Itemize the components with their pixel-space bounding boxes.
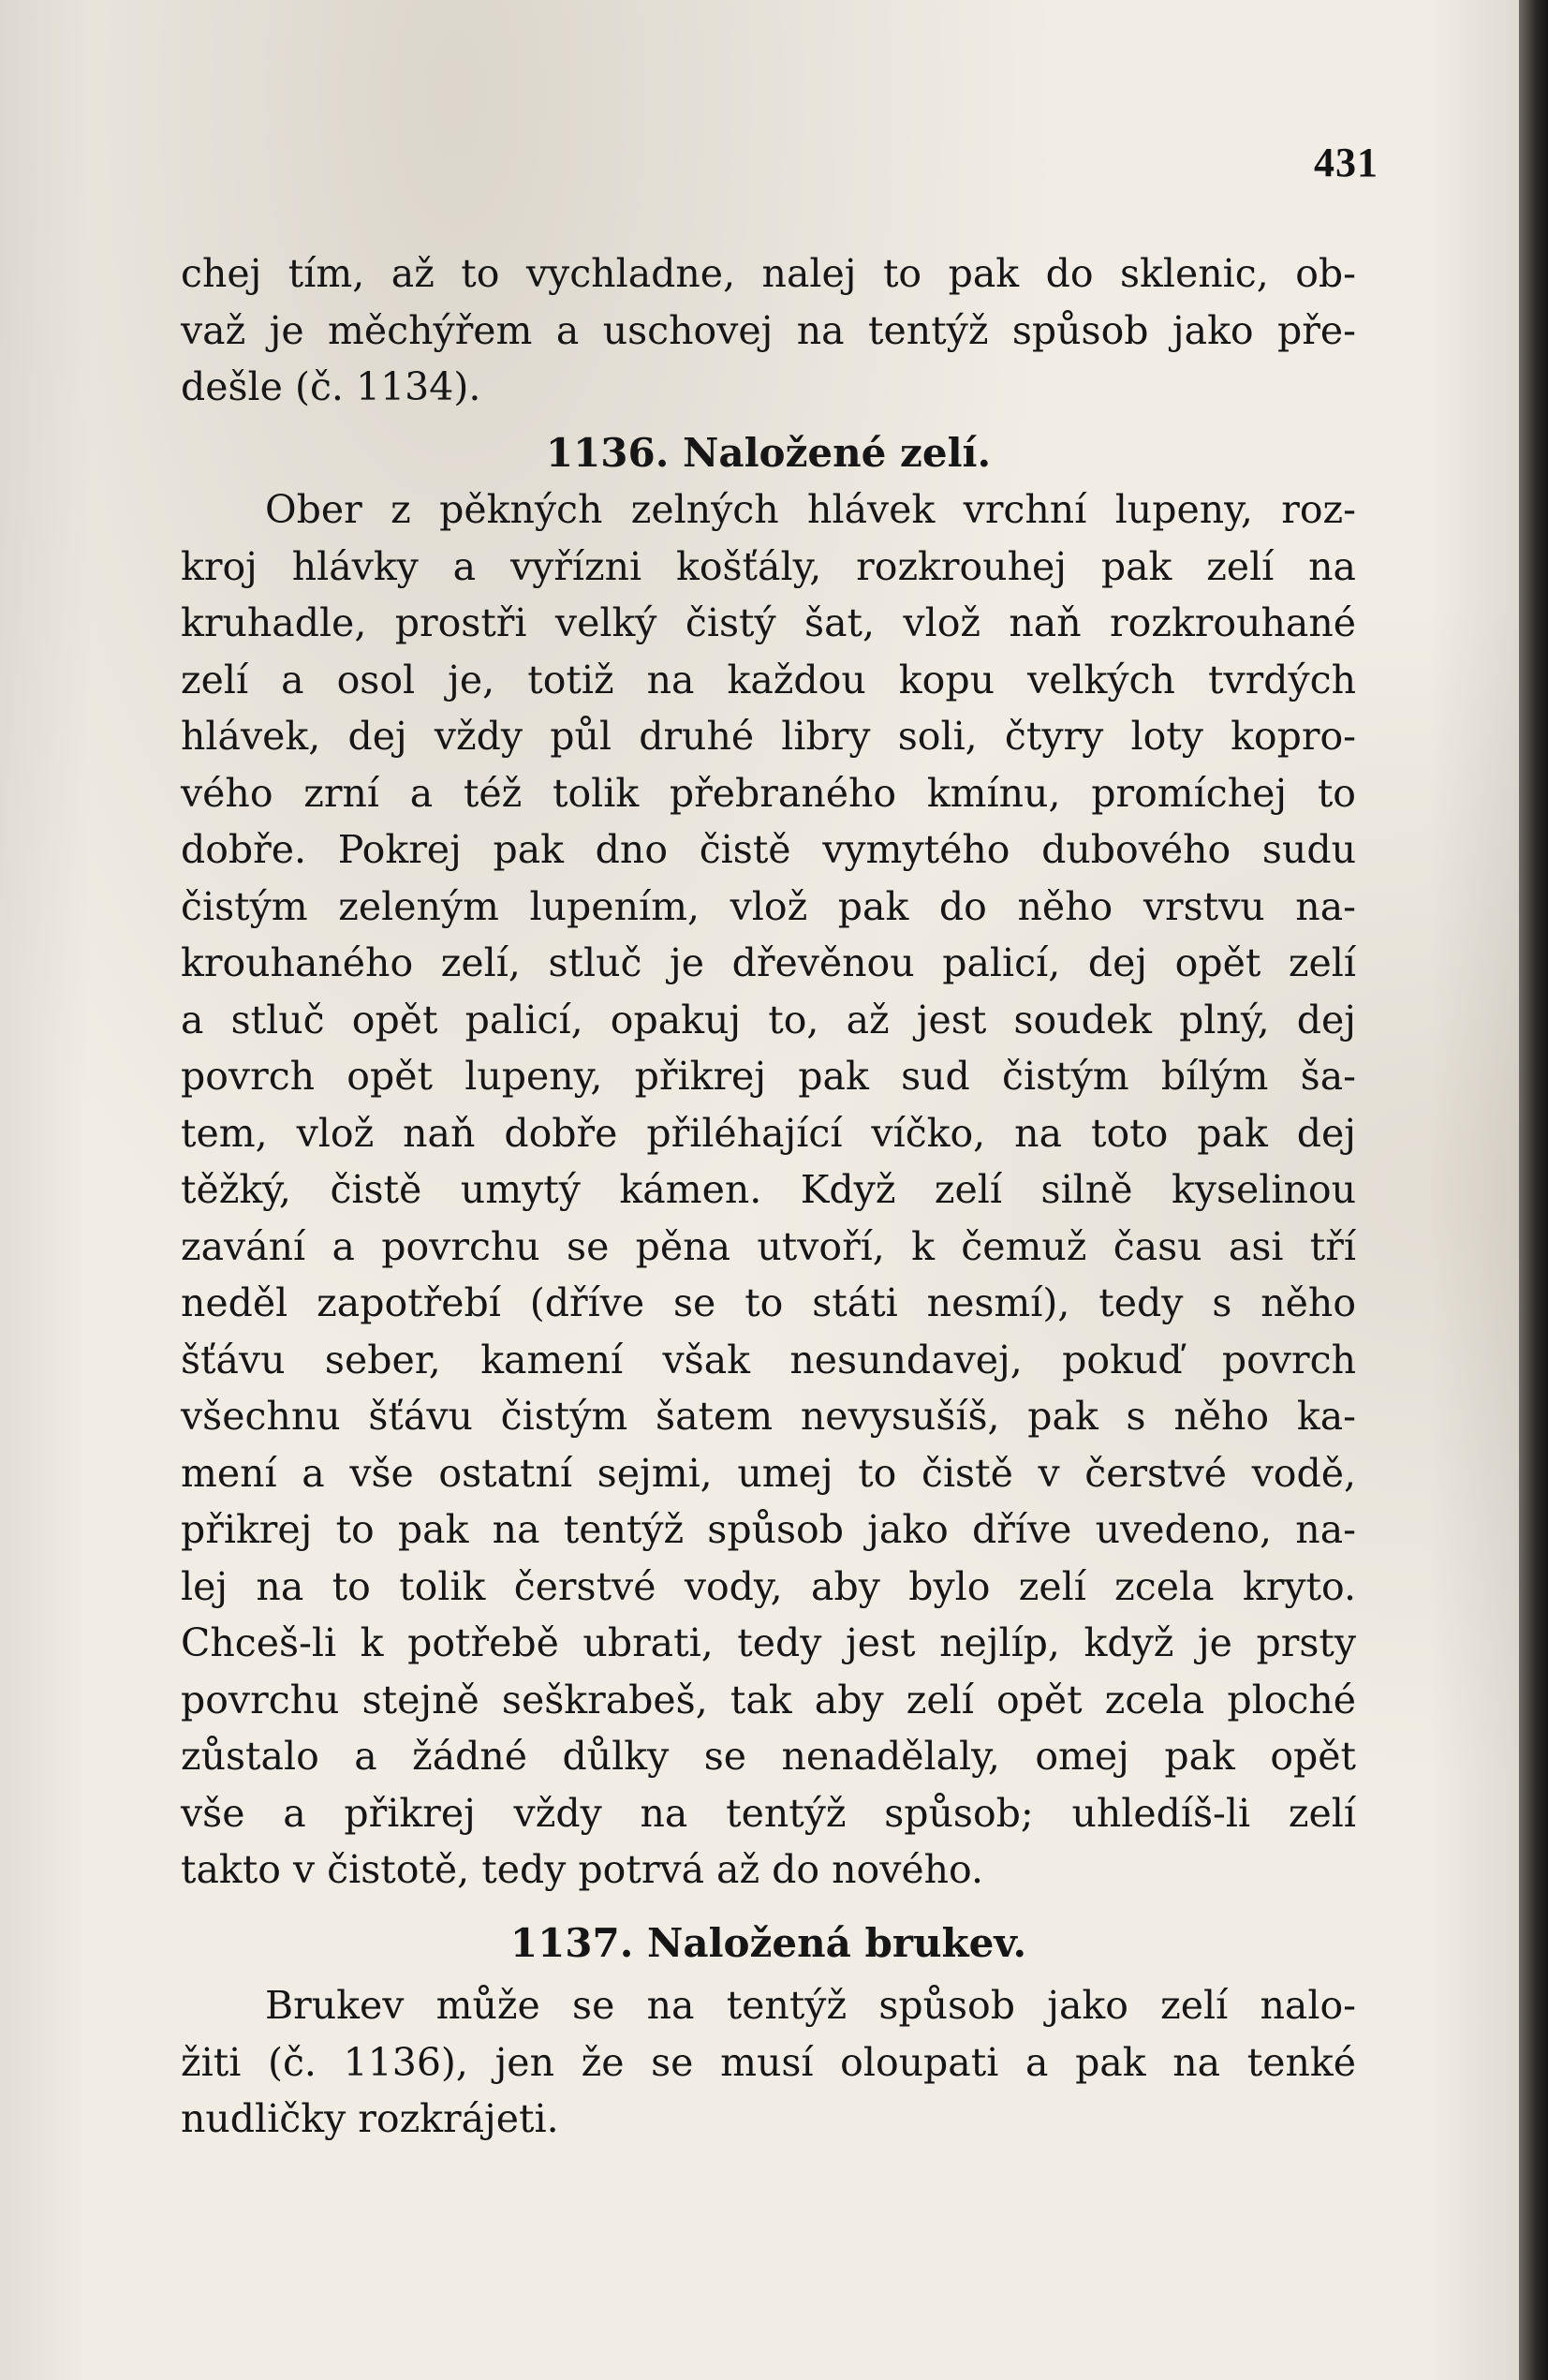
text-line: zelí a osol je, totiž na každou kopu velkých tvrdých <box>181 657 1356 702</box>
text-line: lej na to tolik čerstvé vody, aby bylo zelí zcela kryto. <box>181 1563 1356 1609</box>
section-1136-paragraph <box>181 481 1356 1899</box>
page-number: 431 <box>1314 140 1378 185</box>
text-line: čistým zeleným lupením, vlož pak do něho vrstvu na- <box>181 883 1356 929</box>
page-text <box>181 245 1356 2148</box>
text-line: vše a přikrej vždy na tentýž spůsob; uhledíš-li zelí <box>181 1790 1356 1836</box>
text-line: přikrej to pak na tentýž spůsob jako dříve uvedeno, na- <box>181 1507 1356 1552</box>
text-line: Brukev může se na tentýž spůsob jako zelí nalo- <box>265 1983 1356 2028</box>
section-heading-1136: 1136. Naložené zelí. <box>545 429 992 476</box>
text-line: Ober z pěkných zelných hlávek vrchní lupeny, roz- <box>265 487 1356 532</box>
text-line: těžký, čistě umytý kámen. Když zelí silně kyselinou <box>181 1167 1356 1212</box>
text-line: zůstalo a žádné důlky se nenadělaly, omej pak opět <box>181 1734 1356 1779</box>
text-line: neděl zapotřebí (dříve se to státi nesmí), tedy s něho <box>181 1280 1356 1325</box>
text-line: krouhaného zelí, stluč je dřevěnou palicí, dej opět zelí <box>181 940 1356 985</box>
text-line: mení a vše ostatní sejmi, umej to čistě v čerstvé vodě, <box>181 1450 1356 1496</box>
text-line: zavání a povrchu se pěna utvoří, k čemuž času asi tří <box>181 1223 1356 1269</box>
text-line: Chceš-li k potřebě ubrati, tedy jest nejlíp, když je prsty <box>181 1620 1356 1665</box>
text-line: takto v čistotě, tedy potrvá až do nového. <box>181 1847 984 1892</box>
text-line: povrchu stejně seškrabeš, tak aby zelí opět zcela ploché <box>181 1677 1356 1722</box>
text-line: dobře. Pokrej pak dno čistě vymytého dubového sudu <box>181 827 1356 872</box>
text-line: a stluč opět palicí, opakuj to, až jest soudek plný, dej <box>181 997 1356 1042</box>
page-edge-shadow <box>1519 0 1548 2380</box>
text-line: nudličky rozkrájeti. <box>181 2096 559 2141</box>
text-line: všechnu šťávu čistým šatem nevysušíš, pak s něho ka- <box>181 1394 1356 1439</box>
text-line: vého zrní a též tolik přebraného kmínu, promíchej to <box>181 770 1356 816</box>
text-line: povrch opět lupeny, přikrej pak sud čistým bílým ša- <box>181 1054 1356 1099</box>
intro-paragraph <box>181 245 1356 416</box>
text-line: šťávu seber, kamení však nesundavej, pokuď povrch <box>181 1337 1356 1382</box>
text-line: dešle (č. 1134). <box>181 364 481 409</box>
text-line: važ je měchýřem a uschovej na tentýž spůsob jako pře- <box>181 307 1356 353</box>
section-1137-paragraph <box>181 1977 1356 2148</box>
text-line: kroj hlávky a vyřízni košťály, rozkrouhej pak zelí na <box>181 543 1356 589</box>
text-line: kruhadle, prostři velký čistý šat, vlož naň rozkrouhané <box>181 600 1356 645</box>
text-line: chej tím, až to vychladne, nalej to pak do sklenic, ob- <box>181 251 1356 296</box>
section-heading-1137: 1137. Naložená brukev. <box>509 1919 1027 1966</box>
text-line: hlávek, dej vždy půl druhé libry soli, čtyry loty kopro- <box>181 714 1356 759</box>
text-line: tem, vlož naň dobře přiléhající víčko, na toto pak dej <box>181 1110 1356 1156</box>
text-line: žiti (č. 1136), jen že se musí oloupati a pak na tenké <box>181 2039 1356 2085</box>
